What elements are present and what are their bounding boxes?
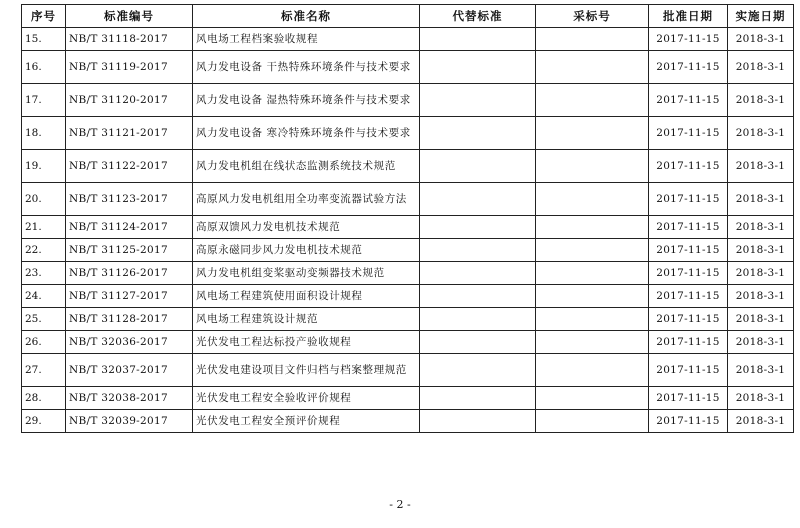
cell-adopted-standard	[536, 183, 649, 216]
cell-approval-date: 2017-11-15	[649, 387, 728, 410]
cell-serial: 27.	[22, 354, 66, 387]
cell-standard-name: 风电场工程建筑使用面积设计规程	[193, 285, 420, 308]
cell-adopted-standard	[536, 410, 649, 433]
cell-replaced-standard	[420, 51, 536, 84]
cell-serial: 15.	[22, 28, 66, 51]
cell-approval-date: 2017-11-15	[649, 216, 728, 239]
cell-serial: 28.	[22, 387, 66, 410]
table-row	[22, 28, 794, 51]
cell-replaced-standard	[420, 216, 536, 239]
header-approval-date: 批准日期	[649, 5, 728, 28]
cell-serial: 25.	[22, 308, 66, 331]
cell-effective-date: 2018-3-1	[728, 387, 794, 410]
cell-adopted-standard	[536, 262, 649, 285]
cell-serial: 21.	[22, 216, 66, 239]
cell-replaced-standard	[420, 262, 536, 285]
cell-standard-name: 风力发电设备 干热特殊环境条件与技术要求	[193, 51, 420, 84]
cell-standard-code: NB/T 32039-2017	[66, 410, 193, 433]
cell-effective-date: 2018-3-1	[728, 216, 794, 239]
table-row	[22, 262, 794, 285]
cell-serial: 19.	[22, 150, 66, 183]
cell-standard-code: NB/T 31123-2017	[66, 183, 193, 216]
cell-replaced-standard	[420, 285, 536, 308]
cell-standard-name: 光伏发电工程达标投产验收规程	[193, 331, 420, 354]
cell-adopted-standard	[536, 387, 649, 410]
cell-replaced-standard	[420, 410, 536, 433]
cell-effective-date: 2018-3-1	[728, 410, 794, 433]
table-row	[22, 150, 794, 183]
cell-serial: 23.	[22, 262, 66, 285]
table-row	[22, 84, 794, 117]
cell-standard-name: 光伏发电工程安全预评价规程	[193, 410, 420, 433]
cell-standard-code: NB/T 31120-2017	[66, 84, 193, 117]
cell-effective-date: 2018-3-1	[728, 183, 794, 216]
cell-effective-date: 2018-3-1	[728, 150, 794, 183]
cell-standard-name: 风力发电设备 寒冷特殊环境条件与技术要求	[193, 117, 420, 150]
cell-approval-date: 2017-11-15	[649, 354, 728, 387]
header-effective-date: 实施日期	[728, 5, 794, 28]
cell-approval-date: 2017-11-15	[649, 150, 728, 183]
cell-standard-code: NB/T 31128-2017	[66, 308, 193, 331]
header-standard-code: 标准编号	[66, 5, 193, 28]
cell-adopted-standard	[536, 117, 649, 150]
cell-replaced-standard	[420, 84, 536, 117]
table-row	[22, 387, 794, 410]
cell-effective-date: 2018-3-1	[728, 28, 794, 51]
cell-effective-date: 2018-3-1	[728, 51, 794, 84]
cell-adopted-standard	[536, 84, 649, 117]
page-number: - 2 -	[389, 498, 411, 511]
cell-effective-date: 2018-3-1	[728, 354, 794, 387]
cell-adopted-standard	[536, 28, 649, 51]
cell-adopted-standard	[536, 308, 649, 331]
header-serial: 序号	[22, 5, 66, 28]
cell-effective-date: 2018-3-1	[728, 239, 794, 262]
cell-approval-date: 2017-11-15	[649, 331, 728, 354]
cell-effective-date: 2018-3-1	[728, 262, 794, 285]
cell-serial: 29.	[22, 410, 66, 433]
cell-approval-date: 2017-11-15	[649, 51, 728, 84]
cell-approval-date: 2017-11-15	[649, 183, 728, 216]
table-body	[22, 28, 794, 433]
table-row	[22, 51, 794, 84]
header-adopted-standard: 采标号	[536, 5, 649, 28]
cell-serial: 16.	[22, 51, 66, 84]
cell-standard-name: 风电场工程建筑设计规范	[193, 308, 420, 331]
cell-approval-date: 2017-11-15	[649, 262, 728, 285]
cell-replaced-standard	[420, 150, 536, 183]
cell-adopted-standard	[536, 285, 649, 308]
cell-replaced-standard	[420, 28, 536, 51]
cell-standard-code: NB/T 31119-2017	[66, 51, 193, 84]
cell-standard-name: 高原双馈风力发电机技术规范	[193, 216, 420, 239]
header-standard-name: 标准名称	[193, 5, 420, 28]
cell-standard-name: 高原风力发电机组用全功率变流器试验方法	[193, 183, 420, 216]
table-row	[22, 331, 794, 354]
table-row	[22, 117, 794, 150]
cell-adopted-standard	[536, 354, 649, 387]
cell-effective-date: 2018-3-1	[728, 117, 794, 150]
cell-standard-code: NB/T 32038-2017	[66, 387, 193, 410]
cell-serial: 18.	[22, 117, 66, 150]
table-row	[22, 285, 794, 308]
cell-approval-date: 2017-11-15	[649, 308, 728, 331]
cell-adopted-standard	[536, 150, 649, 183]
cell-effective-date: 2018-3-1	[728, 84, 794, 117]
cell-replaced-standard	[420, 183, 536, 216]
cell-standard-name: 高原永磁同步风力发电机技术规范	[193, 239, 420, 262]
cell-adopted-standard	[536, 51, 649, 84]
cell-replaced-standard	[420, 308, 536, 331]
cell-approval-date: 2017-11-15	[649, 239, 728, 262]
table-row	[22, 354, 794, 387]
cell-effective-date: 2018-3-1	[728, 331, 794, 354]
cell-effective-date: 2018-3-1	[728, 308, 794, 331]
cell-approval-date: 2017-11-15	[649, 84, 728, 117]
cell-approval-date: 2017-11-15	[649, 285, 728, 308]
cell-serial: 22.	[22, 239, 66, 262]
cell-standard-name: 光伏发电建设项目文件归档与档案整理规范	[193, 354, 420, 387]
cell-adopted-standard	[536, 239, 649, 262]
cell-standard-code: NB/T 32037-2017	[66, 354, 193, 387]
table-row	[22, 410, 794, 433]
cell-serial: 20.	[22, 183, 66, 216]
table-row	[22, 308, 794, 331]
cell-standard-code: NB/T 31126-2017	[66, 262, 193, 285]
cell-replaced-standard	[420, 331, 536, 354]
cell-standard-name: 风电场工程档案验收规程	[193, 28, 420, 51]
cell-replaced-standard	[420, 117, 536, 150]
cell-approval-date: 2017-11-15	[649, 28, 728, 51]
cell-standard-name: 光伏发电工程安全验收评价规程	[193, 387, 420, 410]
cell-standard-code: NB/T 31122-2017	[66, 150, 193, 183]
table-row	[22, 183, 794, 216]
cell-adopted-standard	[536, 216, 649, 239]
cell-standard-code: NB/T 31125-2017	[66, 239, 193, 262]
table-header-row	[22, 5, 794, 28]
cell-replaced-standard	[420, 387, 536, 410]
table-row	[22, 216, 794, 239]
header-replaced-standard: 代替标准	[420, 5, 536, 28]
cell-standard-code: NB/T 31118-2017	[66, 28, 193, 51]
cell-approval-date: 2017-11-15	[649, 410, 728, 433]
cell-replaced-standard	[420, 354, 536, 387]
cell-standard-code: NB/T 31127-2017	[66, 285, 193, 308]
cell-standard-name: 风力发电设备 湿热特殊环境条件与技术要求	[193, 84, 420, 117]
cell-effective-date: 2018-3-1	[728, 285, 794, 308]
table-row	[22, 239, 794, 262]
cell-standard-code: NB/T 32036-2017	[66, 331, 193, 354]
cell-standard-name: 风力发电机组变桨驱动变频器技术规范	[193, 262, 420, 285]
cell-adopted-standard	[536, 331, 649, 354]
cell-approval-date: 2017-11-15	[649, 117, 728, 150]
cell-standard-name: 风力发电机组在线状态监测系统技术规范	[193, 150, 420, 183]
cell-standard-code: NB/T 31124-2017	[66, 216, 193, 239]
cell-standard-code: NB/T 31121-2017	[66, 117, 193, 150]
cell-serial: 24.	[22, 285, 66, 308]
standards-table	[21, 4, 794, 433]
cell-serial: 26.	[22, 331, 66, 354]
cell-serial: 17.	[22, 84, 66, 117]
cell-replaced-standard	[420, 239, 536, 262]
